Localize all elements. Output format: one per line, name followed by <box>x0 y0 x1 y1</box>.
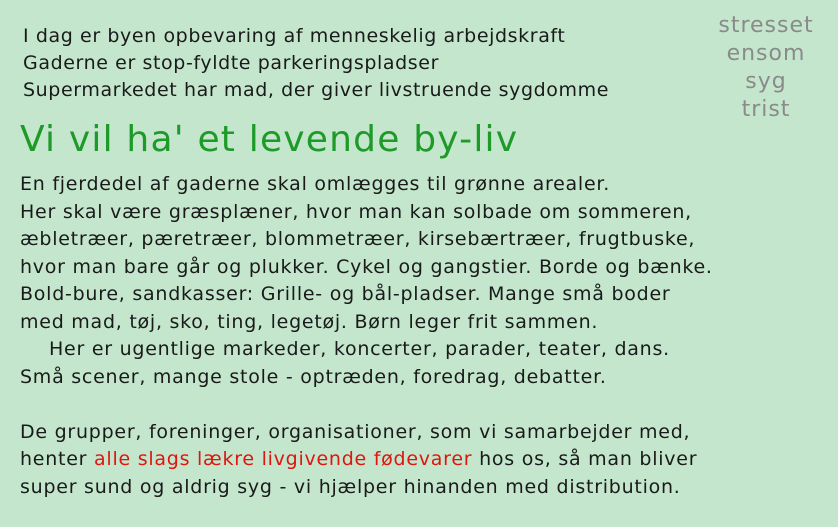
mood-word: stresset <box>718 13 814 38</box>
intro-block <box>23 23 609 104</box>
body-line: med mad, tøj, sko, ting, legetøj. Børn leger frit sammen. <box>20 310 599 333</box>
body-line: æbletræer, pæretræer, blommetræer, kirsebærtræer, frugtbuske, <box>20 228 696 250</box>
body-text <box>20 171 713 501</box>
paragraph-spacer <box>20 391 713 419</box>
closing-line: De grupper, foreninger, organisationer, som vi samarbejder med, <box>20 420 691 443</box>
body-line: Bold-bure, sandkasser: Grille- og bål-pladser. Mange små boder <box>20 283 671 305</box>
body-line: Her skal være græsplæner, hvor man kan solbade om sommeren, <box>20 200 692 223</box>
closing-text-after: hos os, så man bliver <box>472 448 698 470</box>
mood-word: trist <box>741 97 791 122</box>
mood-word: ensom <box>726 41 806 66</box>
mood-word: syg <box>745 69 787 94</box>
closing-line: super sund og aldrig syg - vi hjælper hinanden med distribution. <box>20 475 681 498</box>
intro-line: Supermarkedet har mad, der giver livstruende sygdomme <box>23 79 610 101</box>
mood-words <box>700 12 832 124</box>
headline: Vi vil ha' et levende by-liv <box>20 119 519 160</box>
intro-line: I dag er byen opbevaring af menneskelig arbejdskraft <box>23 25 566 47</box>
body-line: hvor man bare går og plukker. Cykel og gangstier. Borde og bænke. <box>20 255 713 278</box>
body-line-indented: Her er ugentlige markeder, koncerter, parader, teater, dans. <box>49 338 670 360</box>
highlighted-phrase: alle slags lækre livgivende fødevarer <box>94 448 473 470</box>
closing-line <box>20 446 713 474</box>
body-line: Små scener, mange stole - optræden, foredrag, debatter. <box>20 365 607 388</box>
body-line: En fjerdedel af gaderne skal omlægges til grønne arealer. <box>20 173 611 195</box>
intro-line: Gaderne er stop-fyldte parkeringspladser <box>23 52 439 74</box>
closing-text-before: henter <box>20 448 95 470</box>
